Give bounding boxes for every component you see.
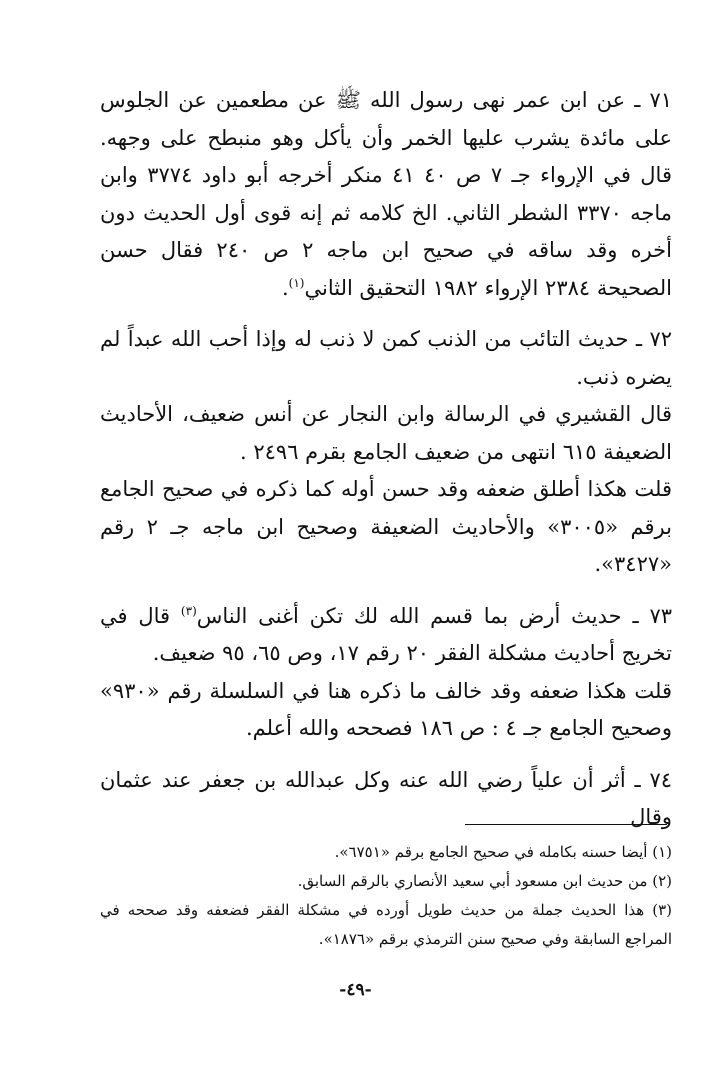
entry-72-text <box>100 321 672 396</box>
footnote-3: (٣) هذا الحديث جملة من حديث طويل أورده في مشكلة الفقر فضعفه وقد صححه في المراجع السابقة وفي صحيح سنن الترمذي برقم «١٨٧٦». <box>100 901 672 948</box>
entry-73-text <box>100 598 672 673</box>
footnote-reference[interactable]: (١) <box>288 275 305 290</box>
entry-number: ٧٢ ـ <box>635 327 672 351</box>
entry-paragraph: قال في تخريج أحاديث مشكلة الفقر ٢٠ رقم ١٧، وص ٦٥، ٩٥ ضعيف. <box>100 603 672 665</box>
entry-paragraph: قال القشيري في الرسالة وابن النجار عن أنس ضعيف، الأحاديث الضعيفة ٦١٥ انتهى من ضعيف الجامع بقرم ٢٤٩٦ . <box>100 402 672 464</box>
entry-paragraph: عن ابن عمر نهى رسول الله ﷺ عن مطعمين عن الجلوس على مائدة يشرب عليها الخمر وأن يأكل وهو منبطح على وجهه. قال في الإرواء جـ ٧ ص ٤٠ ٤١ منكر أخرجه أبو داود ٣٧٧٤ وابن ماجه ٣٣٧٠ الشطر الثاني. الخ كلامه ثم إنه قوى أول الحديث دون أخره وقد ساقه في صحيح ابن ماجه ٢ ص ٢٤٠ فقال حسن الصحيحة ٢٣٨٤ الإرواء ١٩٨٢ التحقيق الثاني <box>100 88 673 300</box>
page-number: -٤٩- <box>339 980 372 1000</box>
entry-paragraph: أثر أن علياً رضي الله عنه وكل عبدالله بن جعفر عند عثمان وقال <box>100 767 672 829</box>
entry-paragraph: قلت هكذا ضعفه وقد خالف ما ذكره هنا في السلسلة رقم «٩٣٠» وصحيح الجامع جـ ٤ : ص ١٨٦ فصححه والله أعلم. <box>100 678 672 740</box>
entry-71-text <box>100 82 672 307</box>
footnote-divider <box>465 824 667 825</box>
footnotes <box>100 838 672 954</box>
hadith-entry-72 <box>100 321 672 584</box>
entry-74-text <box>100 762 672 837</box>
page-body <box>100 82 672 837</box>
hadith-entry-73 <box>100 598 672 748</box>
footnote-1: (١) أيضا حسنه بكامله في صحيح الجامع برقم «٦٧٥١». <box>334 843 672 861</box>
footnote-2: (٢) من حديث ابن مسعود أبي سعيد الأنصاري بالرقم السابق. <box>297 872 672 890</box>
entry-number: ٧٤ ـ <box>634 767 673 792</box>
entry-paragraph: حديث التائب من الذنب كمن لا ذنب له وإذا أحب الله عبداً لم يضره ذنب. <box>100 327 672 389</box>
entry-number: ٧١ ـ <box>634 88 673 112</box>
footnote-reference[interactable]: (٣) <box>180 603 197 618</box>
entry-paragraph: حديث أرض بما قسم الله لك تكن أغنى الناس <box>196 603 622 628</box>
hadith-entry-71 <box>100 82 672 307</box>
entry-paragraph: قلت هكذا أطلق ضعفه وقد حسن أوله كما ذكره في صحيح الجامع برقم «٣٠٠٥» والأحاديث الضعيفة وصحيح ابن ماجه جـ ٢ رقم «٣٤٢٧». <box>100 477 672 576</box>
entry-tail: . <box>281 275 289 300</box>
hadith-entry-74 <box>100 762 672 837</box>
entry-number: ٧٣ ـ <box>632 603 672 628</box>
